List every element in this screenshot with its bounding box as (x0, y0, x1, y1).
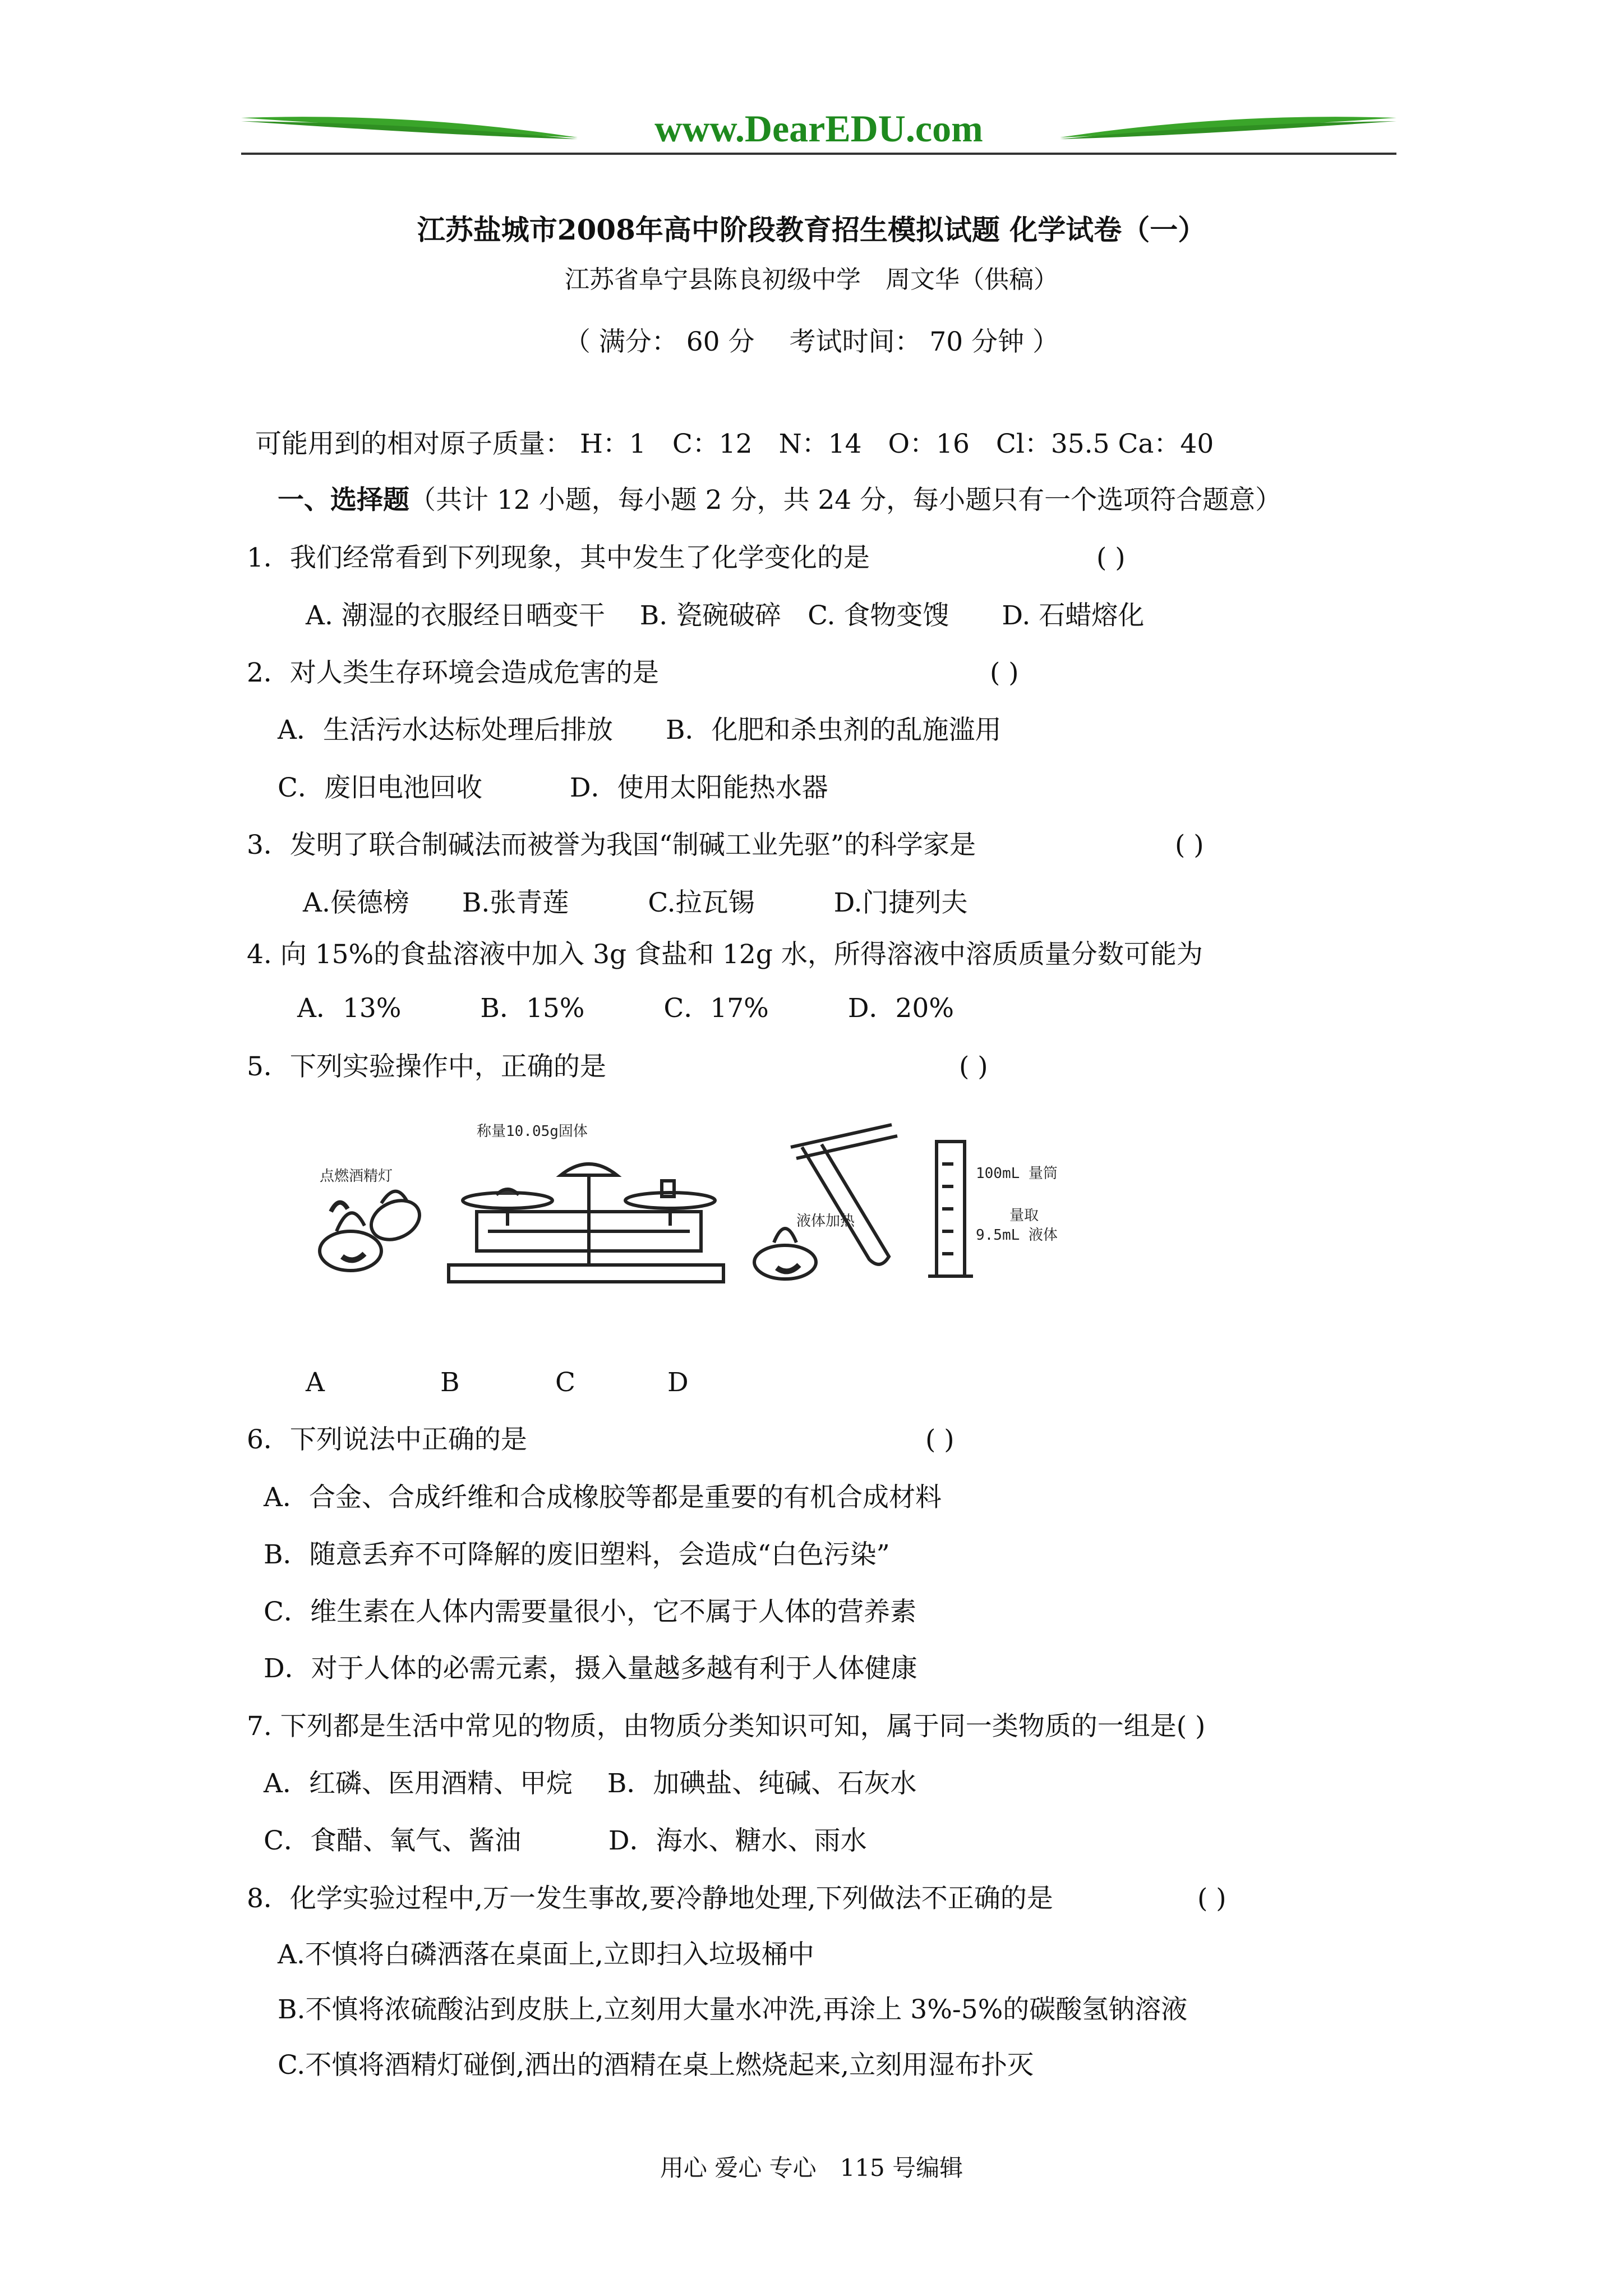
q6-stem: 6．下列说法中正确的是 (247, 1424, 527, 1455)
q8-option-a: A.不慎将白磷洒落在桌面上,立即扫入垃圾桶中 (278, 1939, 814, 1970)
q8-option-b: B.不慎将浓硫酸沾到皮肤上,立刻用大量水冲洗,再涂上 3%-5%的碳酸氢钠溶液 (278, 1994, 1188, 2025)
figure-d-label-1: 100mL 量筒 (976, 1165, 1058, 1182)
q6-option-c: C．维生素在人体内需要量很小，它不属于人体的营养素 (264, 1596, 916, 1627)
q3-options: A.侯德榜 B.张青莲 C.拉瓦锡 D.门捷列夫 (303, 887, 968, 918)
q5-choice-a: A (306, 1367, 325, 1398)
q2-answer-paren: ( ) (990, 657, 1019, 688)
q8-stem: 8．化学实验过程中,万一发生事故,要冷静地处理,下列做法不正确的是 (247, 1883, 1053, 1914)
figure-a-label: 点燃酒精灯 (320, 1168, 393, 1185)
q7-options-cd: C．食醋、氧气、酱油 D．海水、糖水、雨水 (264, 1825, 867, 1856)
q2-options-cd: C．废旧电池回收 D．使用太阳能热水器 (278, 772, 828, 803)
q5-answer-paren: ( ) (959, 1051, 988, 1082)
q8-option-c: C.不慎将酒精灯碰倒,洒出的酒精在桌上燃烧起来,立刻用湿布扑灭 (278, 2050, 1034, 2081)
q2-stem: 2．对人类生存环境会造成危害的是 (247, 657, 659, 688)
q5-stem: 5．下列实验操作中，正确的是 (247, 1051, 606, 1082)
figure-a-lighting-lamp (320, 1168, 426, 1271)
q3-answer-paren: ( ) (1175, 830, 1204, 861)
q5-choice-c: C (555, 1367, 575, 1398)
q6-option-d: D．对于人体的必需元素，摄入量越多越有利于人体健康 (264, 1653, 917, 1684)
q6-answer-paren: ( ) (925, 1424, 955, 1455)
q4-stem: 4. 向 15%的食盐溶液中加入 3g 食盐和 12g 水，所得溶液中溶质质量分数可能为 (247, 939, 1203, 970)
q5-choice-d: D (667, 1367, 689, 1398)
q7-options-ab: A．红磷、医用酒精、甲烷 B．加碘盐、纯碱、石灰水 (264, 1768, 917, 1799)
q6-option-a: A．合金、合成纤维和合成橡胶等都是重要的有机合成材料 (264, 1482, 942, 1513)
q6-option-b: B．随意丢弃不可降解的废旧塑料，会造成“白色污染” (264, 1539, 890, 1570)
section1-heading (278, 484, 1281, 517)
page-footer: 用心 爱心 专心 115 号编辑 (660, 2154, 963, 2182)
exam-title: 江苏盐城市2008年高中阶段教育招生模拟试题 化学试卷（一） (417, 213, 1206, 246)
section1-title: 一、选择题 (278, 485, 409, 516)
score-time-line: （ 满分： 60 分 考试时间： 70 分钟 ） (564, 326, 1059, 357)
figure-b-label: 称量10.05g固体 (477, 1123, 588, 1140)
figure-d-label-2: 量取 (1009, 1207, 1039, 1224)
atomic-mass-line: 可能用到的相对原子质量： H：1 C：12 N：14 O：16 Cl：35.5 Ca：40 (255, 429, 1214, 459)
q3-stem: 3．发明了联合制碱法而被誉为我国“制碱工业先驱”的科学家是 (247, 830, 976, 861)
lab-operations-figure (297, 1114, 1122, 1293)
q1-stem: 1．我们经常看到下列现象，其中发生了化学变化的是 (247, 542, 870, 573)
section1-note: （共计 12 小题，每小题 2 分，共 24 分，每小题只有一个选项符合题意） (409, 485, 1282, 516)
q7-stem: 7. 下列都是生活中常见的物质，由物质分类知识可知，属于同一类物质的一组是( ) (247, 1711, 1206, 1742)
author-line: 江苏省阜宁县陈良初级中学 周文华（供稿） (565, 265, 1058, 294)
figure-b-balance (449, 1123, 723, 1282)
figure-d-label-3: 9.5mL 液体 (976, 1227, 1058, 1244)
q8-answer-paren: ( ) (1197, 1883, 1227, 1914)
q2-options-ab: A．生活污水达标处理后排放 B．化肥和杀虫剂的乱施滥用 (278, 715, 1002, 746)
header-rule (241, 153, 1396, 155)
q4-options: A．13% B．15% C．17% D．20% (297, 993, 954, 1024)
figure-c-label: 液体加热 (796, 1213, 855, 1230)
site-logo-text: www.DearEDU.com (654, 107, 983, 150)
q1-answer-paren: ( ) (1096, 542, 1126, 573)
q5-choice-b: B (440, 1367, 460, 1398)
q1-options: A. 潮湿的衣服经日晒变干 B. 瓷碗破碎 C. 食物变馊 D. 石蜡熔化 (306, 600, 1145, 631)
figure-c-heating-liquid (754, 1125, 897, 1279)
figure-d-cylinder (928, 1142, 1058, 1276)
